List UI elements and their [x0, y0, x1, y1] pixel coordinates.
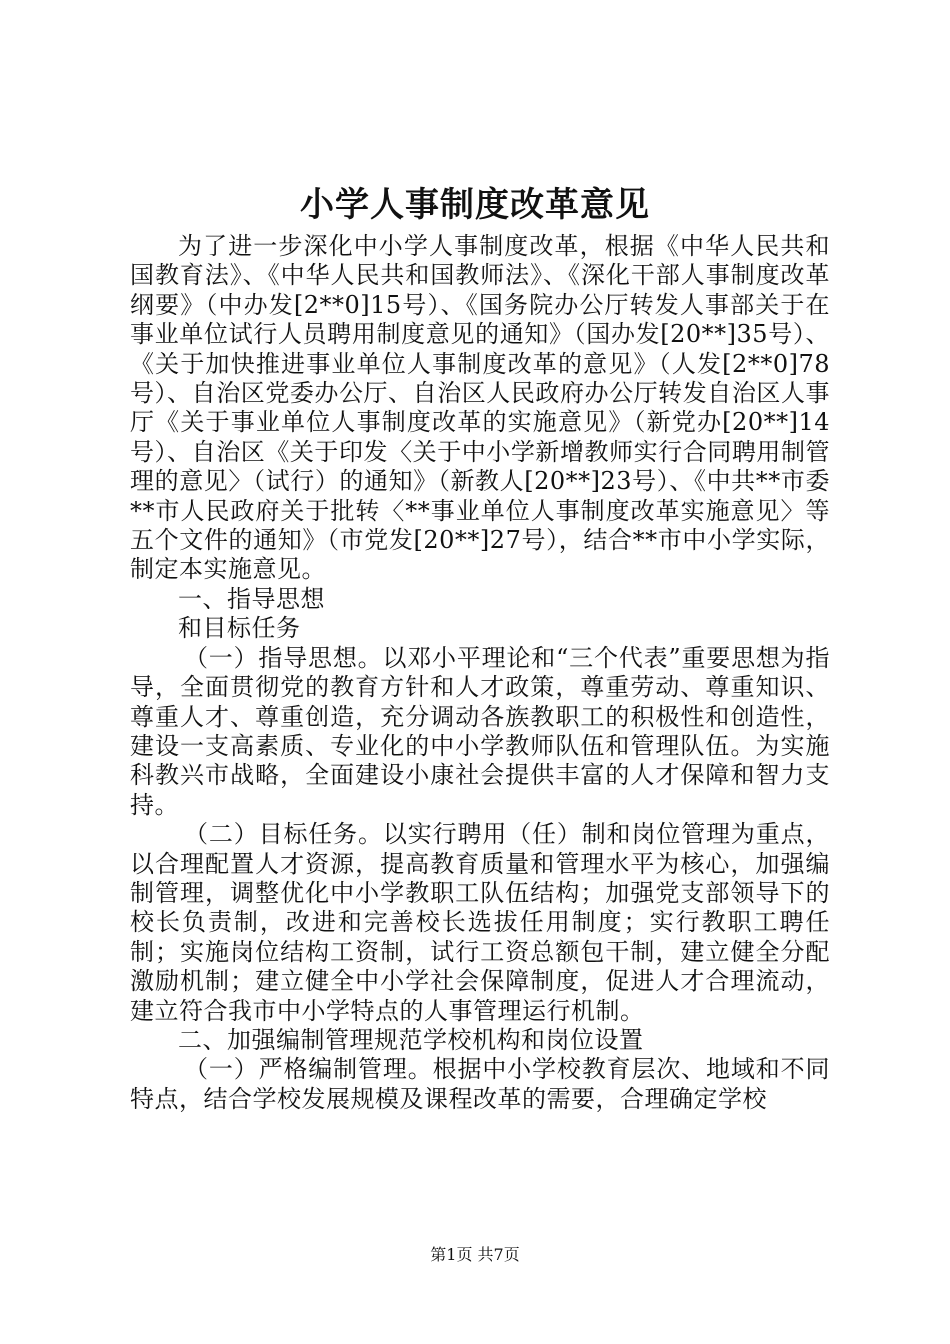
paragraph-target-tasks: （二）目标任务。以实行聘用（任）制和岗位管理为重点，以合理配置人才资源，提高教育质量和管理水平为核心，加强编制管理，调整优化中小学教职工队伍结构；加强党支部领导下的校长负责制，改进和完善校长选拔任用制度；实行教职工聘任制；实施岗位结构工资制，试行工资总额包干制，建立健全分配激励机制；建立健全中小学社会保障制度，促进人才合理流动，建立符合我市中小学特点的人事管理运行机制。 — [130, 820, 830, 1025]
document-title: 小学人事制度改革意见 — [300, 185, 650, 225]
section-heading-1-continued: 和目标任务 — [178, 614, 301, 643]
document-body — [130, 232, 830, 1114]
paragraph-intro: 为了进一步深化中小学人事制度改革，根据《中华人民共和国教育法》、《中华人民共和国教师法》、《深化干部人事制度改革纲要》（中办发[2**0]15号）、《国务院办公厅转发人事部关于在事业单位试行人员聘用制度意见的通知》（国办发[20**]35号）、《关于加快推进事业单位人事制度改革的意见》（人发[2**0]78号）、自治区党委办公厅、自治区人民政府办公厅转发自治区人事厅《关于事业单位人事制度改革的实施意见》（新党办[20**]14号）、自治区《关于印发〈关于中小学新增教师实行合同聘用制管理的意见〉（试行）的通知》（新教人[20**]23号）、《中共**市委**市人民政府关于批转〈**事业单位人事制度改革实施意见〉等五个文件的通知》（市党发[20**]27号），结合**市中小学实际，制定本实施意见。 — [130, 232, 830, 584]
paragraph-staffing-management: （一）严格编制管理。根据中小学校教育层次、地域和不同特点，结合学校发展规模及课程改革的需要，合理确定学校 — [130, 1055, 830, 1113]
page-footer: 第1页 共7页 — [430, 1245, 520, 1264]
paragraph-guiding-thought: （一）指导思想。以邓小平理论和“三个代表”重要思想为指导，全面贯彻党的教育方针和人才政策，尊重劳动、尊重知识、尊重人才、尊重创造，充分调动各族教职工的积极性和创造性，建设一支高素质、专业化的中小学教师队伍和管理队伍。为实施科教兴市战略，全面建设小康社会提供丰富的人才保障和智力支持。 — [130, 643, 830, 819]
section-heading-2: 二、加强编制管理规范学校机构和岗位设置 — [178, 1025, 644, 1054]
section-heading-1: 一、指导思想 — [178, 584, 325, 613]
